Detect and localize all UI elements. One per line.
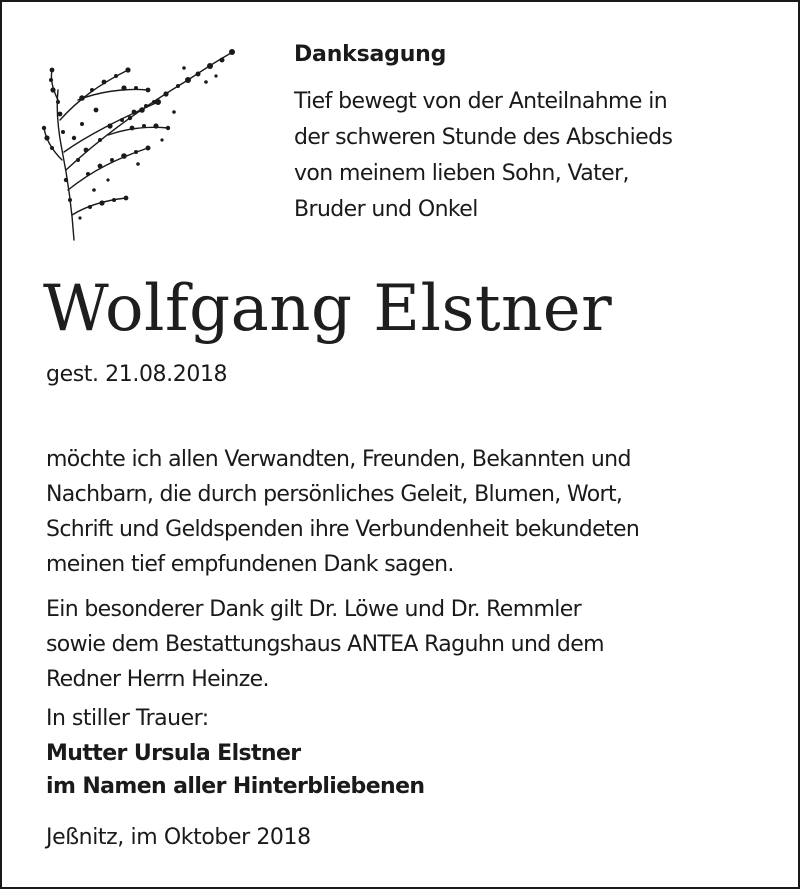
intro-line: der schweren Stunde des Abschieds [294, 125, 673, 150]
paragraph-line: Nachbarn, die durch persönliches Geleit, Blumen, Wort, [46, 482, 623, 507]
paragraph-line: meinen tief empfundenen Dank sagen. [46, 552, 454, 577]
paragraph-line: möchte ich allen Verwandten, Freunden, Bekannten und [46, 447, 631, 472]
signer-name: im Namen aller Hinterbliebenen [46, 774, 425, 799]
intro-line: Tief bewegt von der Anteilnahme in [294, 89, 668, 114]
death-date: gest. 21.08.2018 [46, 362, 228, 387]
intro-text [294, 84, 774, 228]
paragraph-line: sowie dem Bestattungshaus ANTEA Raguhn und dem [46, 632, 604, 657]
notice-heading: Danksagung [294, 42, 447, 67]
mourning-label: In stiller Trauer: [46, 706, 209, 731]
place-date: Jeßnitz, im Oktober 2018 [46, 825, 311, 850]
deceased-name: Wolfgang Elstner [43, 272, 613, 346]
special-thanks-paragraph [46, 592, 786, 697]
intro-line: von meinem lieben Sohn, Vater, [294, 161, 629, 186]
signer-name: Mutter Ursula Elstner [46, 741, 301, 766]
paragraph-line: Redner Herrn Heinze. [46, 667, 269, 692]
paragraph-line: Schrift und Geldspenden ihre Verbundenheit bekundeten [46, 517, 640, 542]
intro-line: Bruder und Onkel [294, 197, 478, 222]
flowering-branch-icon [38, 40, 238, 245]
paragraph-line: Ein besonderer Dank gilt Dr. Löwe und Dr. Remmler [46, 597, 581, 622]
thanks-paragraph [46, 442, 786, 582]
